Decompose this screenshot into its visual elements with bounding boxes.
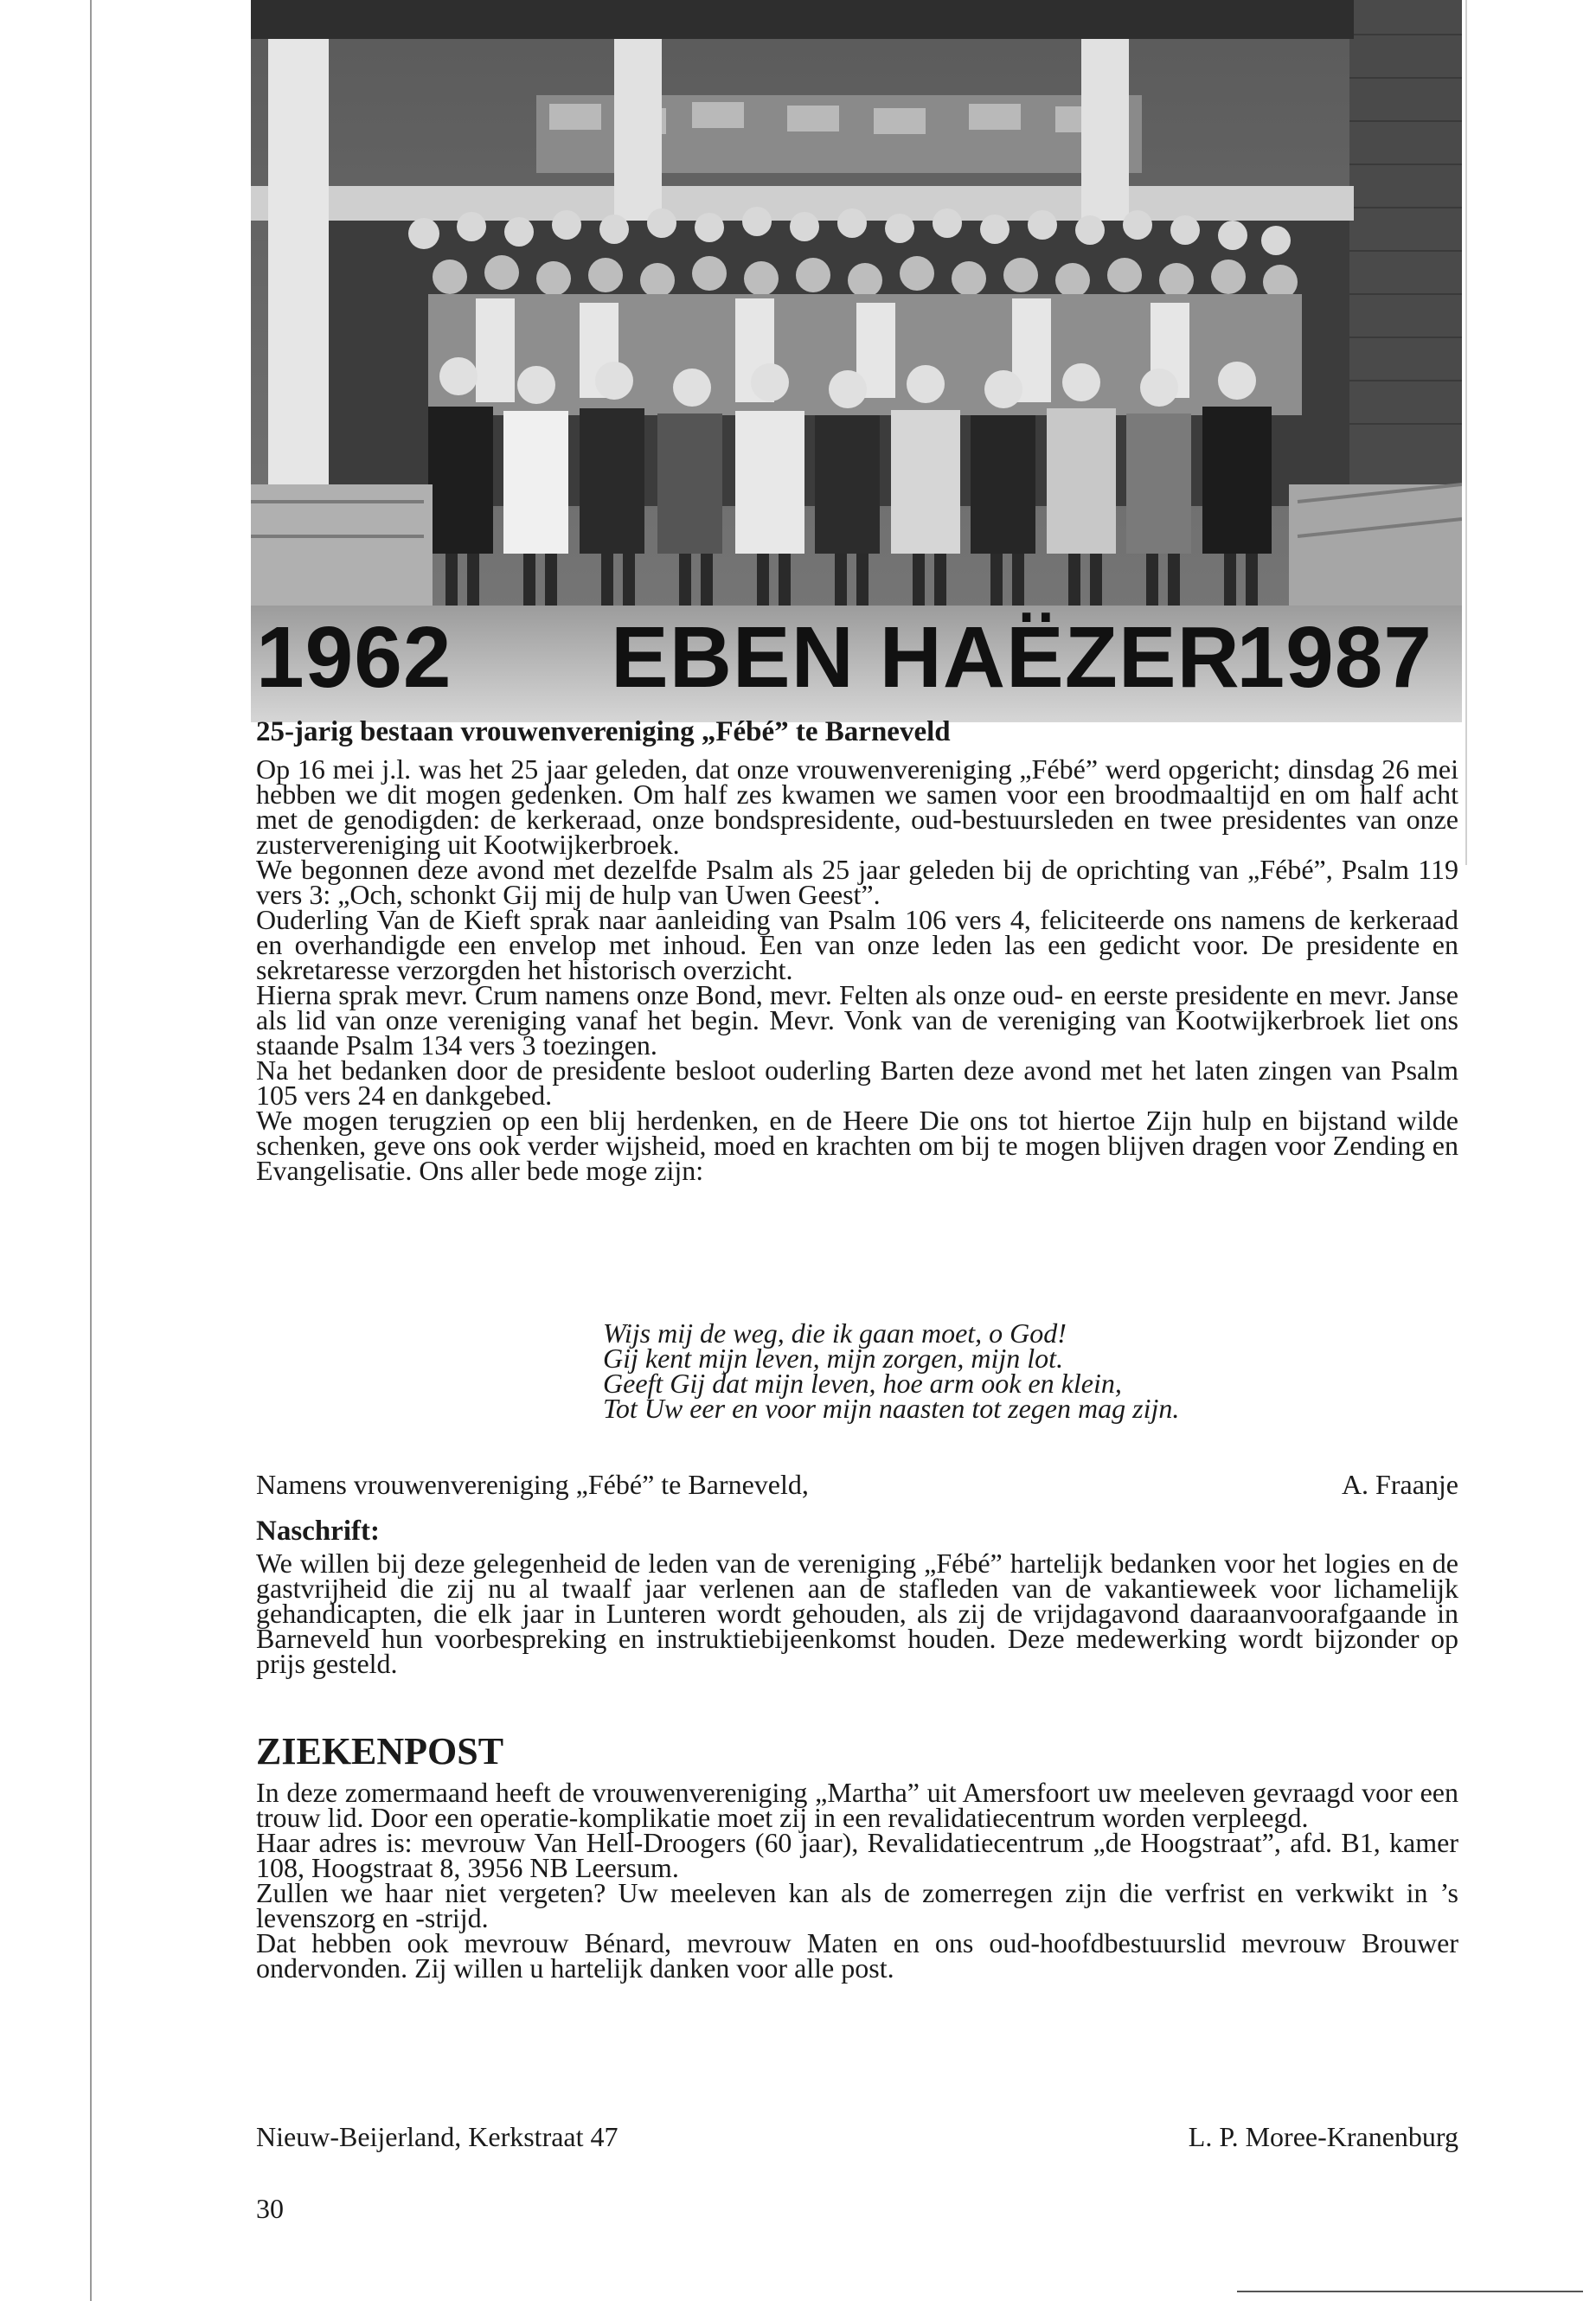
signature-ziekenpost	[256, 2123, 1458, 2150]
signature-right: L. P. Moree-Kranenburg	[1188, 2121, 1458, 2152]
paragraph: Dat hebben ook mevrouw Bénard, mevrouw Maten en ons oud-hoofdbestuurslid mevrouw Brouwer ondervonden. Zij willen u hartelijk danken voor alle post.	[256, 1927, 1458, 1984]
naschrift-text: We willen bij deze gelegenheid de leden van de vereniging „Fébé” hartelijk bedanken voor het logies en de gastvrijheid die zij nu al twaalf jaar verlenen aan de stafleden van de vakantieweek voor lichamelijk gehandicapten, die elk jaar in Lunteren wordt gehouden, als zij de vrijdagavond daaraanvoorafgaande in Barneveld hun voorbespreking en instruktiebijeenkomst houden. Deze medewerking wordt bijzonder op prijs gesteld.	[256, 1548, 1458, 1679]
poem-line: Gij kent mijn leven, mijn zorgen, mijn lot.	[603, 1343, 1064, 1374]
signature-left: Nieuw-Beijerland, Kerkstraat 47	[256, 2121, 619, 2152]
section-heading: ZIEKENPOST	[256, 1730, 504, 1772]
page-edge-left	[90, 0, 92, 2301]
paragraph: Zullen we haar niet vergeten? Uw meeleven kan als de zomerregen zijn die verfrist en verkwikt in ’s levenszorg en -strijd.	[256, 1877, 1458, 1933]
poem-line: Geeft Gij dat mijn leven, hoe arm ook en klein,	[603, 1368, 1122, 1399]
paragraph: Op 16 mei j.l. was het 25 jaar geleden, dat onze vrouwenvereniging „Fébé” werd opgericht; dinsdag 26 mei hebben we dit mogen gedenken. Om half zes kwamen we samen voor een broodmaaltijd en om half acht met de genodigden: de kerkeraad, onze bondspresidente, oud-bestuursleden en twee presidentes van onze zustervereniging uit Kootwijkerbroek.	[256, 753, 1458, 860]
article-febe	[256, 716, 1458, 1186]
signature-left: Namens vrouwenvereniging „Fébé” te Barneveld,	[256, 1469, 809, 1500]
paragraph: We begonnen deze avond met dezelfde Psalm als 25 jaar geleden bij de oprichting van „Fébé”, Psalm 119 vers 3: „Och, schonkt Gij mij de hulp van Uwen Geest”.	[256, 854, 1458, 910]
paragraph: Na het bedanken door de presidente besloot ouderling Barten deze avond met het laten zingen van Psalm 105 vers 24 en dankgebed.	[256, 1054, 1458, 1111]
signature-right: A. Fraanje	[1341, 1469, 1458, 1500]
article-ziekenpost	[256, 1730, 1458, 1984]
paragraph: Hierna sprak mevr. Crum namens onze Bond, mevr. Felten als onze oud- en eerste presidente en mevr. Janse als lid van onze vereniging vanaf het begin. Mevr. Vonk van de vereniging van Kootwijkerbroek liet ons staande Psalm 134 vers 3 toezingen.	[256, 979, 1458, 1061]
jubilee-banner	[256, 606, 1433, 709]
paragraph: We mogen terugzien op een blij herdenken, en de Heere Die ons tot hiertoe Zijn hulp en bijstand wilde schenken, geve ons ook verder wijsheid, moed en krachten om bij te mogen blijven dragen voor Zending en Evangelisatie. Ons aller bede moge zijn:	[256, 1105, 1458, 1186]
naschrift	[256, 1516, 1458, 1679]
article-heading: 25-jarig bestaan vrouwenvereniging „Fébé” te Barneveld	[256, 716, 951, 747]
paragraph: Haar adres is: mevrouw Van Hell-Droogers (60 jaar), Revalidatiecentrum „de Hoogstraat”, afd. B1, kamer 108, Hoogstraat 8, 3956 NB Leersum.	[256, 1827, 1458, 1883]
page-edge-right	[1465, 0, 1467, 865]
paragraph: Ouderling Van de Kieft sprak naar aanleiding van Psalm 106 vers 4, feliciteerde ons namens de kerkeraad en overhandigde een envelop met inhoud. Een van onze leden las een gedicht voor. De presidente en sekretaresse verzorgden het historisch overzicht.	[256, 904, 1458, 985]
banner-year-start: 1962	[256, 609, 452, 706]
page-number: 30	[256, 2193, 284, 2224]
paragraph: In deze zomermaand heeft de vrouwenvereniging „Martha” uit Amersfoort uw meeleven gevraagd voor een trouw lid. Door een operatie-komplikatie moet zij in een revalidatiecentrum worden verpleegd.	[256, 1777, 1458, 1833]
banner-title: EBEN HAËZER	[611, 609, 1240, 706]
page-bottom-rule	[1237, 2291, 1583, 2292]
naschrift-label: Naschrift:	[256, 1516, 380, 1547]
poem-line: Tot Uw eer en voor mijn naasten tot zegen mag zijn.	[603, 1393, 1180, 1424]
poem	[603, 1317, 1381, 1424]
signature-febe	[256, 1471, 1458, 1498]
poem-line: Wijs mij de weg, die ik gaan moet, o God!	[603, 1317, 1067, 1349]
banner-year-end: 1987	[1236, 609, 1433, 706]
